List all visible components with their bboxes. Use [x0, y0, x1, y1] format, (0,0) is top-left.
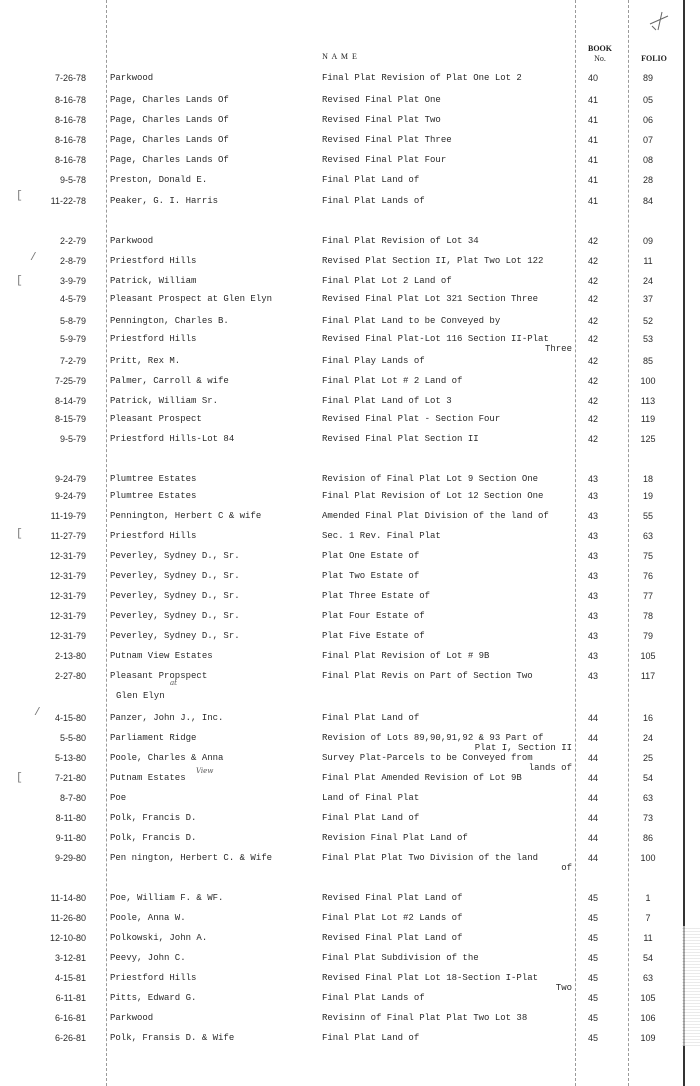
- ledger-row: [0, 993, 700, 1009]
- row-date: 3-12-81: [54, 953, 86, 963]
- ledger-row: [0, 893, 700, 909]
- row-book-number: 44: [587, 713, 598, 723]
- row-date: 11-14-80: [50, 893, 86, 903]
- row-folio-number: 52: [642, 316, 653, 326]
- row-description: Plat Two Estate of: [322, 571, 420, 581]
- ledger-row: [0, 155, 700, 171]
- row-description: Survey Plat-Parcels to be Conveyed from: [322, 753, 533, 763]
- row-name: Polkowski, John A.: [110, 933, 208, 943]
- row-name: Putnam Estates: [110, 773, 186, 783]
- row-book-number: 42: [587, 236, 598, 246]
- row-folio-number: 89: [642, 73, 653, 83]
- row-date: 7-21-80: [54, 773, 86, 783]
- row-folio-number: 63: [642, 531, 653, 541]
- row-folio-number: 25: [642, 753, 653, 763]
- row-date: 6-11-81: [55, 993, 86, 1003]
- row-name: Plumtree Estates: [110, 491, 197, 501]
- row-name: Pritt, Rex M.: [110, 356, 181, 366]
- row-description: Final Plat Lands of: [322, 993, 425, 1003]
- row-book-number: 45: [587, 973, 598, 983]
- row-book-number: 43: [587, 631, 598, 641]
- row-date: 5-5-80: [59, 733, 86, 743]
- ledger-row: [0, 813, 700, 829]
- ledger-row: [0, 414, 700, 430]
- row-book-number: 42: [587, 414, 598, 424]
- row-name: Poole, Anna W.: [110, 913, 186, 923]
- row-book-number: 41: [587, 155, 598, 165]
- margin-bracket-mark: [: [16, 528, 23, 540]
- row-folio-number: 05: [642, 95, 653, 105]
- row-book-number: 42: [587, 396, 598, 406]
- ledger-row: [0, 611, 700, 627]
- row-date: 4-5-79: [59, 294, 86, 304]
- row-description: Plat Three Estate of: [322, 591, 431, 601]
- ledger-row: [0, 434, 700, 450]
- ledger-row: [0, 236, 700, 252]
- ledger-row: [0, 276, 700, 292]
- row-book-number: 41: [587, 95, 598, 105]
- ledger-row: [0, 973, 700, 993]
- row-date: 11-22-78: [50, 196, 86, 206]
- row-description: Revised Final Plat Land of: [322, 933, 463, 943]
- ledger-row: [0, 175, 700, 191]
- row-date: 6-16-81: [54, 1013, 86, 1023]
- row-description: Revised Final Plat-Lot 116 Section II-Plat: [322, 334, 549, 344]
- row-name: Peverley, Sydney D., Sr.: [110, 551, 240, 561]
- row-date: 8-16-78: [54, 115, 86, 125]
- row-date: 8-11-80: [55, 813, 86, 823]
- row-name: Patrick, William Sr.: [110, 396, 219, 406]
- row-description: Final Plat Revis on Part of Section Two: [322, 671, 533, 681]
- ledger-row: [0, 571, 700, 587]
- row-date: 8-15-79: [54, 414, 86, 424]
- ledger-row: [0, 491, 700, 507]
- row-folio-number: 78: [642, 611, 653, 621]
- row-date: 12-31-79: [49, 591, 86, 601]
- row-description: Final Plat Land to be Conveyed by: [322, 316, 501, 326]
- row-name: Parkwood: [110, 73, 154, 83]
- row-name: Pleasant Prospect at Glen Elyn: [110, 294, 273, 304]
- row-book-number: 41: [587, 175, 598, 185]
- book-header-line1: BOOK: [587, 44, 612, 53]
- row-date: 11-27-79: [50, 531, 86, 541]
- row-date: 9-11-80: [55, 833, 86, 843]
- row-date: 8-7-80: [59, 793, 86, 803]
- row-book-number: 43: [587, 511, 598, 521]
- row-date: 12-31-79: [49, 631, 86, 641]
- row-description: Land of Final Plat: [322, 793, 420, 803]
- row-book-number: 44: [587, 733, 598, 743]
- row-description: Final Plat Lot #2 Lands of: [322, 913, 463, 923]
- row-name: Panzer, John J., Inc.: [110, 713, 224, 723]
- ledger-row: [0, 713, 700, 729]
- row-name: Pitts, Edward G.: [110, 993, 197, 1003]
- row-folio-number: 54: [642, 953, 653, 963]
- row-date: 11-19-79: [50, 511, 86, 521]
- row-name: Parkwood: [110, 1013, 154, 1023]
- row-book-number: 40: [587, 73, 598, 83]
- row-folio-number: 79: [642, 631, 653, 641]
- row-book-number: 45: [587, 953, 598, 963]
- row-description-continuation: Plat I, Section II: [474, 743, 572, 753]
- row-book-number: 44: [587, 853, 598, 863]
- row-description-continuation: of: [561, 863, 572, 873]
- row-folio-number: 53: [642, 334, 653, 344]
- row-folio-number: 24: [642, 733, 653, 743]
- row-name: Pleasant Prospect: [110, 414, 202, 424]
- ledger-row: [0, 294, 700, 310]
- row-description: Revision of Final Plat Lot 9 Section One: [322, 474, 539, 484]
- row-description: Revised Final Plat Lot 18-Section I-Plat: [322, 973, 539, 983]
- row-name: Pennington, Herbert C & wife: [110, 511, 262, 521]
- row-name: Putnam View Estates: [110, 651, 213, 661]
- row-description: Plat One Estate of: [322, 551, 420, 561]
- row-description: Amended Final Plat Division of the land of: [322, 511, 549, 521]
- row-date: 9-5-79: [59, 434, 86, 444]
- row-folio-number: 100: [640, 376, 656, 386]
- row-book-number: 43: [587, 551, 598, 561]
- row-folio-number: 117: [640, 671, 656, 681]
- row-description: Final Plat Land of: [322, 1033, 420, 1043]
- row-folio-number: 54: [642, 773, 653, 783]
- row-name: Page, Charles Lands Of: [110, 115, 229, 125]
- row-name: Preston, Donald E.: [110, 175, 208, 185]
- row-book-number: 44: [587, 753, 598, 763]
- row-folio-number: 106: [640, 1013, 656, 1023]
- ledger-row: [0, 651, 700, 667]
- row-book-number: 45: [587, 913, 598, 923]
- row-date: 12-31-79: [49, 611, 86, 621]
- row-folio-number: 24: [642, 276, 653, 286]
- row-folio-number: 113: [640, 396, 656, 406]
- row-name: Polk, Fransis D. & Wife: [110, 1033, 235, 1043]
- row-name: Palmer, Carroll & wife: [110, 376, 229, 386]
- row-date: 12-31-79: [49, 551, 86, 561]
- row-description: Final Plat Land of: [322, 175, 420, 185]
- row-description: Final Plat Plat Two Division of the land: [322, 853, 539, 863]
- ledger-row: [0, 511, 700, 527]
- row-description: Plat Five Estate of: [322, 631, 425, 641]
- row-date: 12-10-80: [49, 933, 86, 943]
- ledger-row: [0, 334, 700, 354]
- row-folio-number: 125: [640, 434, 656, 444]
- row-folio-number: 06: [642, 115, 653, 125]
- row-book-number: 44: [587, 773, 598, 783]
- row-date: 6-26-81: [54, 1033, 86, 1043]
- ledger-row: [0, 793, 700, 809]
- row-folio-number: 77: [642, 591, 653, 601]
- ledger-row: [0, 73, 700, 89]
- row-book-number: 41: [587, 135, 598, 145]
- margin-bracket-mark: [: [16, 772, 23, 784]
- row-book-number: 45: [587, 993, 598, 1003]
- ledger-row: [0, 733, 700, 753]
- ledger-row: [0, 95, 700, 111]
- book-header-line2: No.: [594, 54, 606, 63]
- row-folio-number: 09: [642, 236, 653, 246]
- row-book-number: 41: [587, 115, 598, 125]
- row-name: Peaker, G. I. Harris: [110, 196, 219, 206]
- row-folio-number: 119: [640, 414, 656, 424]
- pencil-mark-icon: [648, 10, 672, 32]
- ledger-row: [0, 1013, 700, 1029]
- row-description: Final Plat Amended Revision of Lot 9B: [322, 773, 522, 783]
- row-folio-number: 105: [640, 651, 656, 661]
- row-book-number: 43: [587, 611, 598, 621]
- row-name: Peverley, Sydney D., Sr.: [110, 571, 240, 581]
- ledger-row: [0, 376, 700, 392]
- row-folio-number: 16: [642, 713, 653, 723]
- row-name: Parliament Ridge: [110, 733, 197, 743]
- ledger-row: [0, 356, 700, 372]
- row-date: 7-2-79: [59, 356, 86, 366]
- row-book-number: 45: [587, 1033, 598, 1043]
- row-book-number: 43: [587, 474, 598, 484]
- row-date: 9-5-78: [59, 175, 86, 185]
- row-book-number: 42: [587, 356, 598, 366]
- row-book-number: 42: [587, 434, 598, 444]
- row-name: Priestford Hills: [110, 256, 197, 266]
- row-book-number: 45: [587, 933, 598, 943]
- row-date: 8-16-78: [54, 135, 86, 145]
- row-folio-number: 75: [642, 551, 653, 561]
- margin-check-mark: /: [30, 252, 37, 264]
- ledger-row: [0, 913, 700, 929]
- row-book-number: 42: [587, 316, 598, 326]
- row-description: Final Plat Land of Lot 3: [322, 396, 452, 406]
- row-book-number: 45: [587, 893, 598, 903]
- row-name: Parkwood: [110, 236, 154, 246]
- row-name: Polk, Francis D.: [110, 833, 197, 843]
- ledger-row: [0, 933, 700, 949]
- row-description: Revised Final Plat Lot 321 Section Three: [322, 294, 539, 304]
- row-description: Final Plat Lot # 2 Land of: [322, 376, 463, 386]
- ledger-row: [0, 671, 700, 701]
- row-description: Revision of Lots 89,90,91,92 & 93 Part of: [322, 733, 544, 743]
- row-name-annotation: View: [196, 767, 214, 775]
- row-name: Poole, Charles & Anna: [110, 753, 224, 763]
- ledger-row: [0, 853, 700, 873]
- row-folio-number: 84: [642, 196, 653, 206]
- row-folio-number: 109: [640, 1033, 656, 1043]
- row-book-number: 43: [587, 571, 598, 581]
- ledger-row: [0, 531, 700, 547]
- row-folio-number: 73: [642, 813, 653, 823]
- row-folio-number: 11: [643, 256, 653, 266]
- row-date: 2-13-80: [54, 651, 86, 661]
- row-name: Page, Charles Lands Of: [110, 155, 229, 165]
- row-description: Final Plat Subdivision of the: [322, 953, 479, 963]
- row-name: Priestford Hills: [110, 334, 197, 344]
- row-book-number: 42: [587, 334, 598, 344]
- row-date: 5-8-79: [59, 316, 86, 326]
- row-description: Plat Four Estate of: [322, 611, 425, 621]
- row-description: Final Plat Revision of Lot 34: [322, 236, 479, 246]
- row-date: 5-13-80: [54, 753, 86, 763]
- row-date: 12-31-79: [49, 571, 86, 581]
- row-book-number: 42: [587, 376, 598, 386]
- ledger-row: [0, 833, 700, 849]
- row-description: Sec. 1 Rev. Final Plat: [322, 531, 441, 541]
- row-description: Revised Final Plat Section II: [322, 434, 479, 444]
- row-description: Final Plat Land of: [322, 813, 420, 823]
- row-folio-number: 18: [642, 474, 653, 484]
- margin-check-mark: /: [34, 707, 41, 719]
- ledger-row: [0, 953, 700, 969]
- row-folio-number: 100: [640, 853, 656, 863]
- scan-edge-noise: [682, 926, 700, 1046]
- ledger-row: [0, 256, 700, 272]
- row-description: Revisinn of Final Plat Plat Two Lot 38: [322, 1013, 528, 1023]
- row-name: Priestford Hills-Lot 84: [110, 434, 235, 444]
- row-book-number: 45: [587, 1013, 598, 1023]
- ledger-row: [0, 396, 700, 412]
- row-description: Final Plat Land of: [322, 713, 420, 723]
- name-column-header: N A M E: [322, 52, 358, 61]
- row-name: Priestford Hills: [110, 531, 197, 541]
- row-book-number: 42: [587, 276, 598, 286]
- row-description: Final Plat Revision of Plat One Lot 2: [322, 73, 522, 83]
- row-folio-number: 63: [642, 793, 653, 803]
- row-name-annotation: at: [170, 679, 177, 687]
- row-date: 8-16-78: [54, 155, 86, 165]
- row-name: Pen nington, Herbert C. & Wife: [110, 853, 273, 863]
- ledger-row: [0, 474, 700, 490]
- row-description: Final Plat Revision of Lot 12 Section One: [322, 491, 544, 501]
- row-description: Final Plat Lands of: [322, 196, 425, 206]
- row-description-continuation: Three: [544, 344, 572, 354]
- row-description-continuation: lands of: [528, 763, 572, 773]
- row-name: Peverley, Sydney D., Sr.: [110, 591, 240, 601]
- row-folio-number: 11: [643, 933, 653, 943]
- row-date: 4-15-80: [54, 713, 86, 723]
- ledger-row: [0, 1033, 700, 1049]
- row-date: 11-26-80: [50, 913, 86, 923]
- row-date: 5-9-79: [59, 334, 86, 344]
- row-description: Revised Plat Section II, Plat Two Lot 122: [322, 256, 544, 266]
- row-folio-number: 1: [645, 893, 651, 903]
- row-book-number: 42: [587, 294, 598, 304]
- row-book-number: 43: [587, 591, 598, 601]
- ledger-row: [0, 591, 700, 607]
- row-description: Revised Final Plat - Section Four: [322, 414, 501, 424]
- row-description: Revised Final Plat Three: [322, 135, 452, 145]
- row-description: Final Play Lands of: [322, 356, 425, 366]
- ledger-row: [0, 196, 700, 212]
- row-name: Poe, William F. & WF.: [110, 893, 224, 903]
- row-date: 7-25-79: [54, 376, 86, 386]
- row-book-number: 44: [587, 813, 598, 823]
- row-name: Patrick, William: [110, 276, 197, 286]
- row-folio-number: 85: [642, 356, 653, 366]
- row-folio-number: 105: [640, 993, 656, 1003]
- row-date: 9-29-80: [54, 853, 86, 863]
- row-description: Final Plat Lot 2 Land of: [322, 276, 452, 286]
- row-folio-number: 08: [642, 155, 653, 165]
- row-name: Peverley, Sydney D., Sr.: [110, 631, 240, 641]
- row-book-number: 43: [587, 531, 598, 541]
- row-name: Peevy, John C.: [110, 953, 186, 963]
- row-name: Plumtree Estates: [110, 474, 197, 484]
- row-name: Page, Charles Lands Of: [110, 135, 229, 145]
- row-date: 2-2-79: [59, 236, 86, 246]
- row-folio-number: 28: [642, 175, 653, 185]
- row-book-number: 43: [587, 651, 598, 661]
- row-book-number: 41: [587, 196, 598, 206]
- margin-bracket-mark: [: [16, 275, 23, 287]
- row-book-number: 44: [587, 833, 598, 843]
- ledger-row: [0, 316, 700, 332]
- book-column-header: [580, 44, 620, 64]
- row-date: 8-16-78: [54, 95, 86, 105]
- row-folio-number: 37: [642, 294, 653, 304]
- row-description: Revised Final Plat Four: [322, 155, 447, 165]
- row-folio-number: 7: [645, 913, 651, 923]
- row-folio-number: 19: [642, 491, 653, 501]
- row-date: 8-14-79: [54, 396, 86, 406]
- row-name: Pennington, Charles B.: [110, 316, 229, 326]
- row-description: Revision Final Plat Land of: [322, 833, 468, 843]
- row-book-number: 43: [587, 491, 598, 501]
- row-folio-number: 63: [642, 973, 653, 983]
- row-date: 3-9-79: [59, 276, 86, 286]
- row-name: Pleasant Propspect: [110, 671, 208, 681]
- row-description: Revised Final Plat One: [322, 95, 441, 105]
- row-name: Poe: [110, 793, 127, 803]
- row-date: 2-8-79: [59, 256, 86, 266]
- folio-column-header: FOLIO: [641, 54, 667, 63]
- margin-bracket-mark: [: [16, 190, 23, 202]
- row-description-continuation: Two: [555, 983, 572, 993]
- ledger-row: [0, 135, 700, 151]
- row-folio-number: 86: [642, 833, 653, 843]
- row-description: Final Plat Revision of Lot # 9B: [322, 651, 490, 661]
- row-name: Priestford Hills: [110, 973, 197, 983]
- row-folio-number: 76: [642, 571, 653, 581]
- row-date: 9-24-79: [54, 474, 86, 484]
- ledger-row: [0, 115, 700, 131]
- row-folio-number: 07: [642, 135, 653, 145]
- row-date: 2-27-80: [54, 671, 86, 681]
- row-name: Page, Charles Lands Of: [110, 95, 229, 105]
- ledger-row: [0, 631, 700, 647]
- ledger-row: [0, 551, 700, 567]
- row-name: Polk, Francis D.: [110, 813, 197, 823]
- row-description: Revised Final Plat Two: [322, 115, 441, 125]
- row-book-number: 42: [587, 256, 598, 266]
- row-folio-number: 55: [642, 511, 653, 521]
- row-book-number: 43: [587, 671, 598, 681]
- row-book-number: 44: [587, 793, 598, 803]
- row-date: 7-26-78: [54, 73, 86, 83]
- row-name: Peverley, Sydney D., Sr.: [110, 611, 240, 621]
- row-date: 4-15-81: [54, 973, 86, 983]
- row-name-continuation: Glen Elyn: [116, 691, 165, 701]
- row-description: Revised Final Plat Land of: [322, 893, 463, 903]
- row-date: 9-24-79: [54, 491, 86, 501]
